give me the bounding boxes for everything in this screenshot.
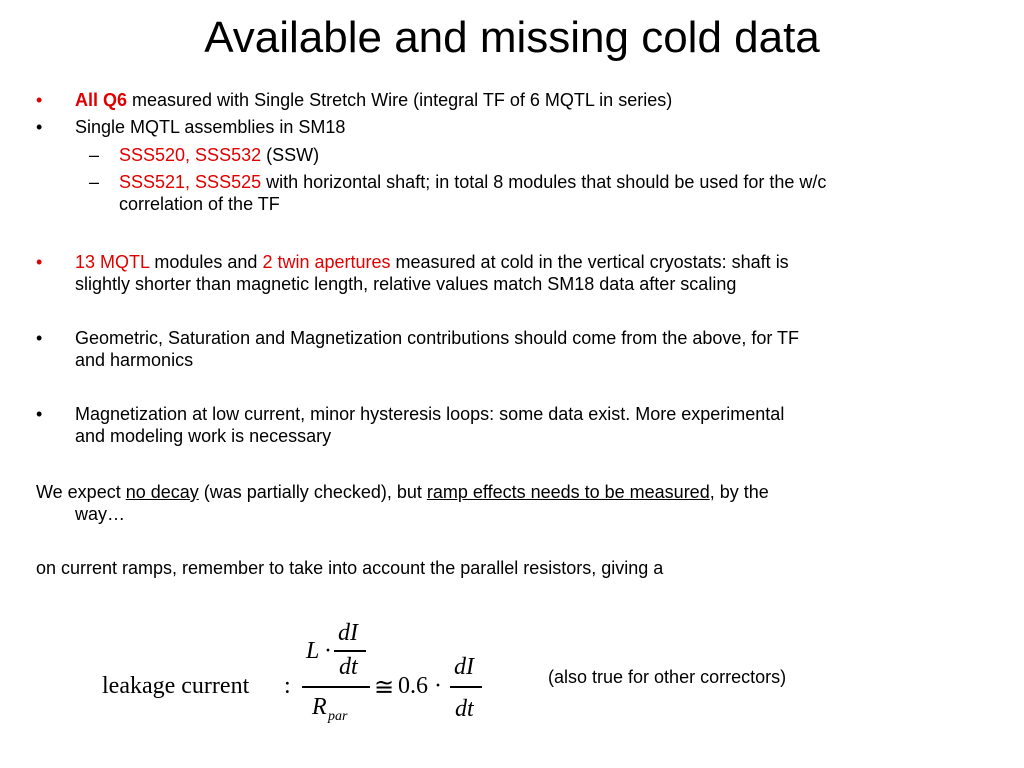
- formula-dt2: dt: [455, 696, 474, 722]
- paragraph-we-expect: [36, 481, 769, 503]
- leakage-current-formula: [102, 618, 522, 728]
- bullet-magnetization: Magnetization at low current, minor hysteresis loops: some data exist. More experimental: [75, 404, 785, 424]
- formula-approx: ≅: [374, 675, 395, 701]
- paragraph-we-expect-cont: way…: [75, 504, 126, 524]
- bullet-single-mqtl: Single MQTL assemblies in SM18: [75, 117, 346, 137]
- formula-dt-denominator: dt: [339, 654, 358, 680]
- text-span: We expect: [36, 482, 126, 502]
- sub-bullet-marker: –: [89, 145, 100, 165]
- formula-colon: :: [284, 673, 291, 699]
- sub-bullet-sss521-cont: correlation of the TF: [119, 194, 280, 214]
- formula-L: L: [306, 638, 320, 664]
- formula-main-fraction-bar: [302, 686, 370, 688]
- highlight-sss521: SSS521, SSS525: [119, 172, 262, 192]
- formula-right-fraction-bar: [450, 686, 482, 688]
- sub-bullet-sss520: [119, 144, 319, 166]
- highlight-13-mqtl: 13 MQTL: [75, 252, 150, 272]
- bullet-13-mqtl-cont: slightly shorter than magnetic length, relative values match SM18 data after scaling: [75, 274, 737, 294]
- bullet-marker: •: [36, 90, 43, 110]
- bullet-geometric: Geometric, Saturation and Magnetization contributions should come from the above, for TF: [75, 328, 800, 348]
- formula-dI2: dI: [454, 654, 474, 680]
- bullet-text: measured with Single Stretch Wire (integral TF of 6 MQTL in series): [127, 90, 673, 110]
- bullet-geometric-cont: and harmonics: [75, 350, 194, 370]
- formula-coefficient: 0.6: [398, 673, 428, 699]
- bullet-marker: •: [36, 404, 43, 424]
- paragraph-current-ramps: on current ramps, remember to take into account the parallel resistors, giving a: [36, 558, 664, 578]
- bullet-marker: •: [36, 328, 43, 348]
- formula-dI-numerator: dI: [338, 620, 358, 646]
- text-span: , by the: [709, 482, 769, 502]
- bullet-magnetization-cont: and modeling work is necessary: [75, 426, 332, 446]
- formula-dot: ·: [324, 638, 332, 664]
- underlined-ramp-effects: ramp effects needs to be measured: [426, 482, 710, 502]
- highlight-all-q6: All Q6: [75, 90, 128, 110]
- formula-dot: ·: [434, 673, 442, 699]
- sub-bullet-sss521: [119, 171, 826, 193]
- text-span: (was partially checked), but: [198, 482, 427, 502]
- formula-inner-fraction-bar: [334, 650, 366, 652]
- bullet-13-mqtl: [75, 251, 789, 273]
- bullet-text: modules and: [149, 252, 263, 272]
- sub-bullet-text: (SSW): [261, 145, 320, 165]
- slide-title: Available and missing cold data: [204, 13, 820, 62]
- bullet-marker: •: [36, 117, 43, 137]
- sub-bullet-text: with horizontal shaft; in total 8 modules that should be used for the w/c: [261, 172, 827, 192]
- highlight-twin-apertures: 2 twin apertures: [262, 252, 391, 272]
- formula-par-subscript: par: [328, 709, 348, 724]
- bullet-marker: •: [36, 252, 43, 272]
- formula-label: leakage current: [102, 673, 250, 699]
- underlined-no-decay: no decay: [125, 482, 199, 502]
- bullet-all-q6: [75, 89, 672, 111]
- bullet-text: measured at cold in the vertical cryostats: shaft is: [390, 252, 789, 272]
- highlight-sss520: SSS520, SSS532: [119, 145, 262, 165]
- corrector-note: (also true for other correctors): [548, 667, 787, 687]
- sub-bullet-marker: –: [89, 172, 100, 192]
- formula-R: R: [312, 694, 327, 720]
